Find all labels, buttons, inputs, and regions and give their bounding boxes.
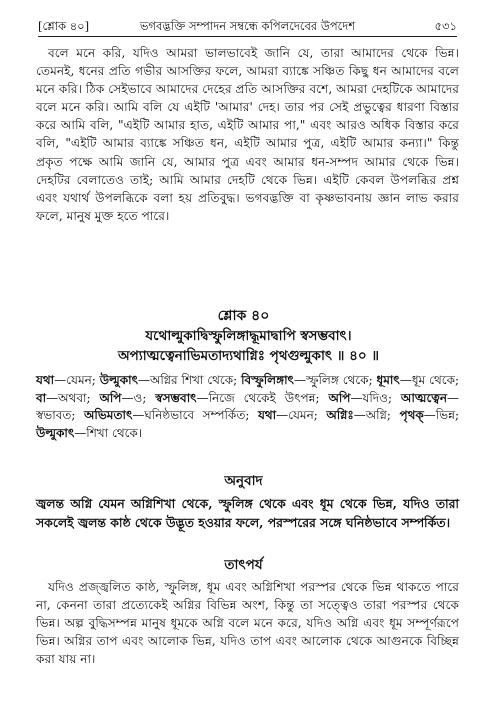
- verse-line-1: যথোল্মুকাদ্বিস্ফুলিঙ্গাদ্ধূমাদ্বাপি স্বসম্ভবাৎ।: [145, 328, 352, 344]
- word-meaning: স্বভাবত: [36, 408, 72, 422]
- translation-text: জ্বলন্ত অগ্নি যেমন অগ্নিশিখা থেকে, স্ফুলিঙ্গ থেকে এবং ধূম থেকে ভিন্ন, যদিও তারা সকলেই জ্বলন্ত কাষ্ঠ থেকে উদ্ভূত হওয়ার ফলে, পরস্পরের সঙ্গে ঘনিষ্ঠভাবে সম্পর্কিত।: [36, 496, 459, 530]
- word-meaning: নিজে থেকেই উৎপন্ন: [208, 390, 316, 405]
- word-meaning: ভিন্ন: [435, 408, 455, 422]
- purport-section: [36, 578, 459, 668]
- sanskrit-word: অপি: [328, 390, 351, 405]
- sanskrit-word: ধূমাৎ: [376, 373, 400, 387]
- running-header: [38, 16, 457, 37]
- word-meaning: অগ্নির শিখা থেকে: [149, 373, 234, 387]
- purport-text: যদিও প্রজ্জ্বলিত কাষ্ঠ, স্ফুলিঙ্গ, ধূম এবং অগ্নিশিখা পরস্পর থেকে ভিন্ন থাকতে পারে না, কেননা তারা প্রত্যেকেই অগ্নির বিভিন্ন অংশ, কিন্তু তা সত্ত্বেও তারা পরস্পর থেকে ভিন্ন। অল্প বুদ্ধিসম্পন্ন মানুষ ধূমকে অগ্নি বলে মনে করে, যদিও অগ্নি এবং ধূম সম্পূর্ণরূপে ভিন্ন। অগ্নির তাপ এবং আলোক ভিন্ন, যদিও তাপ এবং আলোক থেকে আগুনকে বিচ্ছিন্ন করা যায় না।: [36, 580, 459, 667]
- word-meaning: অগ্নি: [365, 408, 387, 422]
- sanskrit-word: উল্মুকাৎ: [36, 425, 75, 440]
- translation-heading: অনুবাদ: [224, 473, 263, 489]
- word-meaning: শিখা থেকে: [86, 425, 138, 440]
- verse-heading: শ্লোক ৪০: [217, 308, 270, 324]
- word-meaning: ঘনিষ্ঠভাবে সম্পর্কিত: [144, 408, 246, 422]
- sanskrit-word: আত্মত্বেন: [400, 390, 448, 405]
- chapter-title: ভগবদ্ভক্তি সম্পাদন সম্বন্ধে কপিলদেবের উপদেশ: [139, 19, 356, 33]
- word-meaning: অথবা: [58, 390, 87, 405]
- word-meaning: যদিও: [362, 390, 388, 405]
- sanskrit-word: স্বসম্ভবাৎ: [155, 390, 197, 405]
- sanskrit-word: অগ্নিঃ: [326, 408, 354, 422]
- verse-reference: [শ্লোক ৪০]: [38, 19, 90, 33]
- purport-heading: তাৎপর্য: [224, 557, 263, 573]
- sanskrit-word: অপি: [99, 390, 122, 405]
- paragraph-text: বলে মনে করি, যদিও আমরা ভালভাবেই জানি যে, তারা আমাদের থেকে ভিন্ন। তেমনই, ধনের প্রতি গভীর আসক্তির ফলে, আমরা ব্যাঙ্কে সঞ্চিত কিছু ধন আমাদের বলে মনে করি। ঠিক সেইভাবে আমাদের দেহের প্রতি আসক্তির বশে, আমরা দেহটিকে আমাদের বলে মনে করি। আমি বলি যে এইটি 'আমার' দেহ। তার পর সেই প্রভুত্বের ধারণা বিস্তার করে আমি বলি, "এইটি আমার হাত, এইটি আমার পা," এবং আরও অধিক বিস্তার করে বলি, "এইটি আমার ব্যাঙ্কে সঞ্চিত ধন, এইটি আমার পুত্র, এইটি আমার কন্যা।" কিন্তু প্রকৃত পক্ষে আমি জানি যে, আমার পুত্র এবং আমার ধন-সম্পদ আমার থেকে ভিন্ন। দেহটির বেলাতেও তাই; আমি আমার দেহটি থেকে ভিন্ন। এইটি কেবল উপলব্ধির প্রশ্ন এবং যথার্থ উপলব্ধিকে বলা হয় প্রতিবুদ্ধ। ভগবদ্ভক্তি বা কৃষ্ণভাবনায় জ্ঞান লাভ করার ফলে, মানুষ মুক্ত হতে পারে।: [36, 46, 459, 223]
- sanskrit-word: অভিমতাৎ: [84, 408, 133, 422]
- sanskrit-word: বা: [36, 390, 47, 405]
- word-meaning: যেমন: [66, 373, 92, 387]
- word-meaning: ও: [133, 390, 143, 405]
- sanskrit-word: যথা: [36, 373, 55, 387]
- word-meaning: স্ফুলিঙ্গ থেকে: [305, 373, 369, 387]
- continued-paragraph: [36, 44, 459, 225]
- verse-line-2: অপ্যাত্মত্বেনাভিমতাদ্যথাগ্নিঃ পৃথগুল্মুকাৎ ॥ ৪০ ॥: [117, 348, 379, 364]
- sanskrit-word: যথা: [257, 408, 277, 422]
- sanskrit-word: বিস্ফুলিঙ্গাৎ: [241, 373, 294, 387]
- sanskrit-word: পৃথক্: [399, 408, 424, 422]
- word-meaning: যেমন: [288, 408, 314, 422]
- page-number: ৫৩১: [434, 19, 457, 33]
- sanskrit-word: উল্মুকাৎ: [99, 373, 138, 387]
- word-meaning: ধূম থেকে: [411, 373, 455, 387]
- word-meanings: যথা—যেমন; উল্মুকাৎ—অগ্নির শিখা থেকে; বিস্ফুলিঙ্গাৎ—স্ফুলিঙ্গ থেকে; ধূমাৎ—ধূম থেকে; বা—অথবা; অপি—ও; স্বসম্ভবাৎ—নিজে থেকেই উৎপন্ন; অপি—যদিও; আত্মত্বেন—স্বভাবত; অভিমতাৎ—ঘনিষ্ঠভাবে সম্পর্কিত; যথা—যেমন; অগ্নিঃ—অগ্নি; পৃথক্—ভিন্ন; উল্মুকাৎ—শিখা থেকে।: [36, 373, 460, 440]
